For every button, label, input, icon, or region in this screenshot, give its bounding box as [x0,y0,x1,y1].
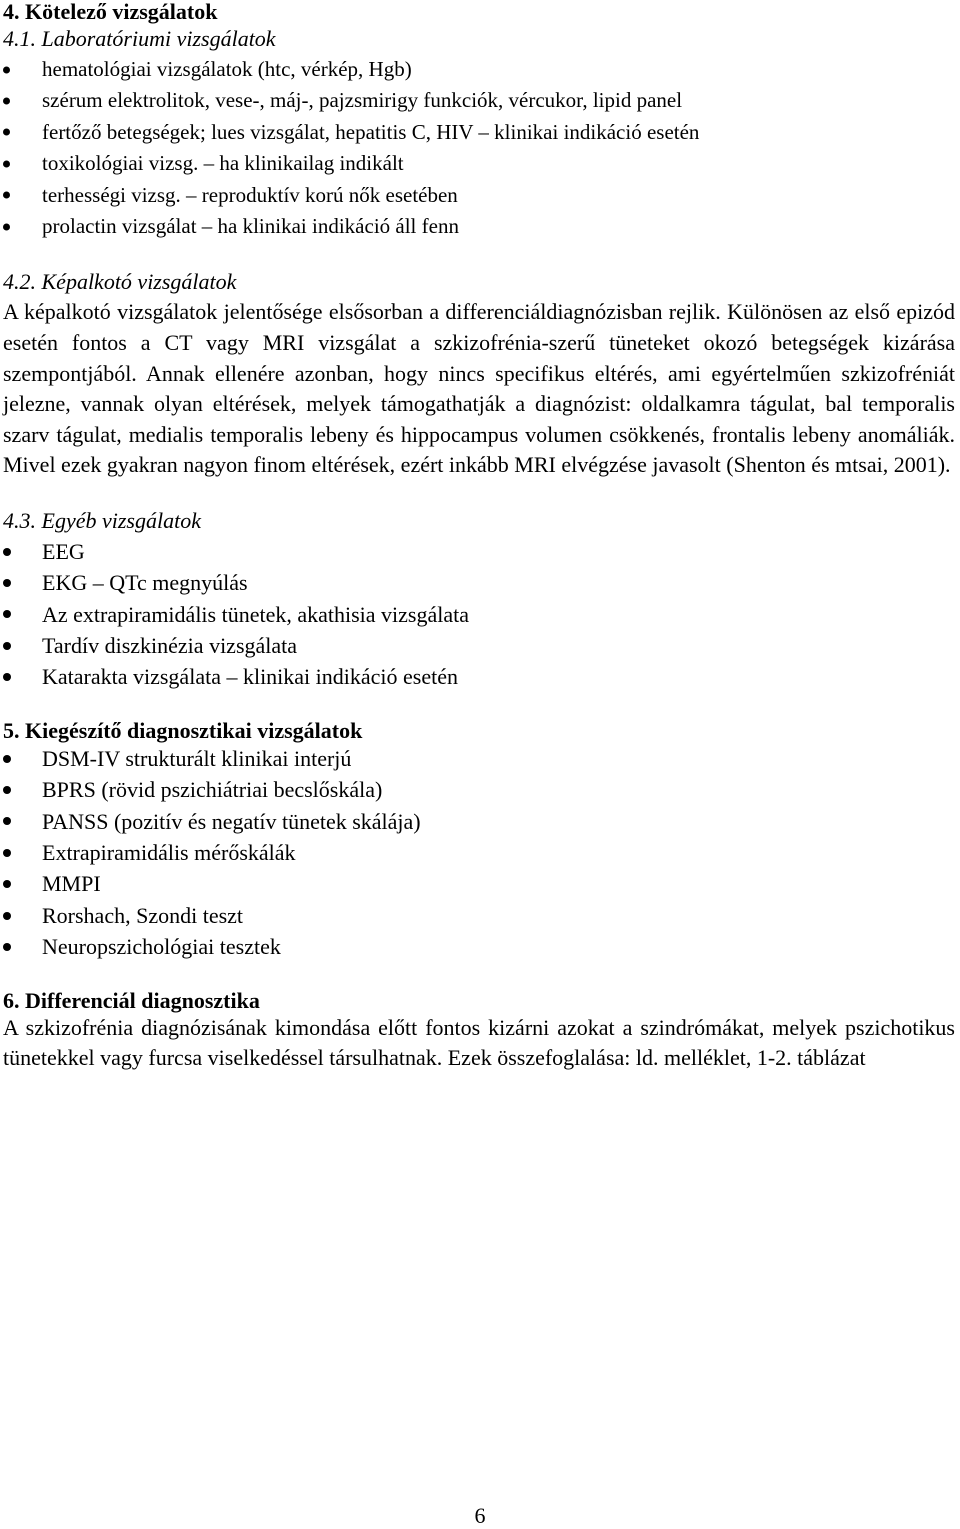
list-item: DSM-IV strukturált klinikai interjú [3,743,955,774]
section-4-1-heading: 4.1. Laboratóriumi vizsgálatok [3,26,276,51]
list-item: PANSS (pozitív és negatív tünetek skálája) [3,806,955,837]
section-4-2-heading: 4.2. Képalkotó vizsgálatok [3,269,237,295]
list-item: MMPI [3,868,955,899]
list-item: Extrapiramidális mérőskálák [3,837,955,868]
list-item: toxikológiai vizsg. – ha klinikailag indikált [3,148,955,179]
bullet-icon [3,943,11,951]
bullet-icon [3,912,11,920]
section-4-3-heading: 4.3. Egyéb vizsgálatok [3,507,201,533]
bullet-icon [3,129,10,136]
list-item: prolactin vizsgálat – ha klinikai indikáció áll fenn [3,211,955,242]
bullet-icon [3,880,11,888]
bullet-icon [3,160,10,167]
bullet-icon [3,66,10,73]
spacer [3,693,955,719]
list-item: EKG – QTc megnyúlás [3,567,955,598]
bullet-icon [3,548,11,556]
list-item: Katarakta vizsgálata – klinikai indikáció esetén [3,661,955,692]
bullet-icon [3,610,11,618]
bullet-icon [3,786,11,794]
list-item: BPRS (rövid pszichiátriai becslőskála) [3,774,955,805]
list-item: Az extrapiramidális tünetek, akathisia vizsgálata [3,599,955,630]
supplementary-tests-list [3,743,955,963]
other-tests-list [3,536,955,693]
lab-tests-list [3,54,955,242]
spacer [3,242,955,267]
bullet-icon [3,223,10,230]
list-item: hematológiai vizsgálatok (htc, vérkép, Hgb) [3,54,955,85]
bullet-icon [3,642,11,650]
list-item: terhességi vizsg. – reproduktív korú nők esetében [3,180,955,211]
list-item: szérum elektrolitok, vese-, máj-, pajzsmirigy funkciók, vércukor, lipid panel [3,85,955,116]
bullet-icon [3,817,11,825]
list-item: EEG [3,536,955,567]
bullet-icon [3,579,11,587]
list-item: Tardív diszkinézia vizsgálata [3,630,955,661]
spacer [3,963,955,989]
bullet-icon [3,849,11,857]
bullet-icon [3,98,10,105]
section-4-heading: 4. Kötelező vizsgálatok [3,0,218,24]
section-5-heading: 5. Kiegészítő diagnosztikai vizsgálatok [3,717,363,743]
differential-paragraph: A szkizofrénia diagnózisának kimondása előtt fontos kizárni azokat a szindrómákat, melyek pszichotikus tünetekkel vagy furcsa viselkedéssel társulhatnak. Ezek összefoglalása: ld. melléklet, 1-2. táblázat [3,1014,955,1071]
list-item: fertőző betegségek; lues vizsgálat, hepatitis C, HIV – klinikai indikáció esetén [3,117,955,148]
imaging-paragraph: A képalkotó vizsgálatok jelentősége elsősorban a differenciáldiagnózisban rejlik. Különösen az első epizód esetén fontos a CT vagy MRI vizsgálat a szkizofrénia-szerű tüneteket okozó betegségek kizárása szempontjából. Annak ellenére azonban, hogy nincs specifikus eltérés, ami egyértelműen szkizofréniát jelezne, vannak olyan eltérések, melyek támogathatják a diagnózist: oldalkamra tágulat, bal temporalis szarv tágulat, medialis temporalis lebeny és hippocampus volumen csökkenés, frontalis lebeny anomáliák. Mivel ezek gyakran nagyon finom eltérések, ezért inkább MRI elvégzése javasolt (Shenton és mtsai, 2001). [3,299,955,478]
section-6-heading: 6. Differenciál diagnosztika [3,987,260,1013]
list-item: Neuropszichológiai tesztek [3,931,955,962]
bullet-icon [3,673,11,681]
bullet-icon [3,192,10,199]
list-item: Rorshach, Szondi teszt [3,900,955,931]
bullet-icon [3,755,11,763]
spacer [3,481,955,506]
page-number: 6 [474,1503,486,1528]
